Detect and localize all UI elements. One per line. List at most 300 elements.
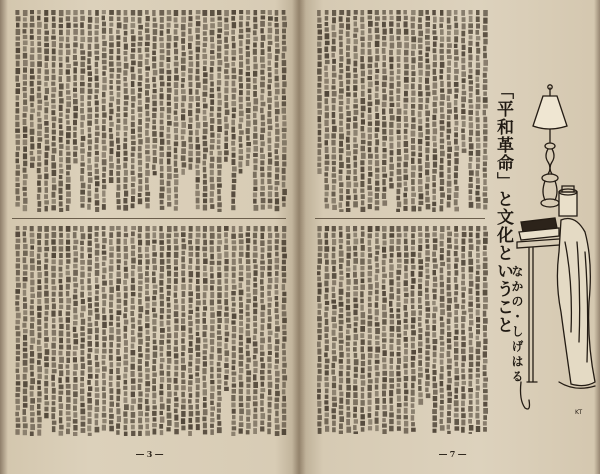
text-glyph-mark	[217, 126, 222, 132]
text-glyph-mark	[382, 326, 386, 331]
text-glyph-mark	[44, 362, 49, 367]
text-glyph-mark	[455, 186, 459, 191]
text-glyph-mark	[73, 346, 78, 350]
text-glyph-mark	[66, 177, 71, 183]
text-glyph-mark	[339, 378, 343, 384]
text-glyph-mark	[268, 79, 272, 83]
text-glyph-mark	[73, 62, 78, 66]
text-glyph-mark	[95, 369, 100, 373]
text-glyph-mark	[116, 362, 121, 366]
text-glyph-mark	[167, 226, 172, 232]
text-glyph-mark	[332, 205, 337, 210]
text-glyph-mark	[383, 55, 387, 61]
text-glyph-mark	[117, 265, 121, 270]
text-glyph-mark	[87, 204, 91, 210]
text-glyph-mark	[87, 380, 91, 385]
text-glyph-mark	[102, 419, 106, 423]
text-glyph-mark	[95, 335, 99, 341]
text-glyph-mark	[109, 10, 114, 15]
text-glyph-mark	[189, 284, 192, 290]
text-glyph-mark	[325, 27, 329, 31]
text-glyph-mark	[52, 41, 56, 47]
text-glyph-mark	[181, 418, 185, 424]
text-glyph-mark	[274, 226, 278, 232]
text-glyph-mark	[44, 76, 49, 81]
text-glyph-mark	[16, 68, 21, 74]
text-glyph-mark	[332, 376, 336, 381]
text-glyph-mark	[282, 369, 286, 374]
text-glyph-mark	[145, 323, 149, 328]
text-glyph-mark	[317, 277, 321, 282]
text-glyph-mark	[375, 28, 379, 33]
text-glyph-mark	[195, 399, 199, 403]
text-glyph-mark	[102, 71, 105, 75]
text-glyph-mark	[476, 104, 481, 109]
text-glyph-mark	[59, 10, 64, 16]
text-glyph-mark	[166, 320, 170, 325]
text-glyph-mark	[116, 30, 120, 34]
text-glyph-mark	[447, 135, 451, 140]
text-glyph-mark	[218, 170, 222, 176]
text-glyph-mark	[138, 353, 142, 357]
text-glyph-mark	[16, 134, 21, 138]
text-glyph-mark	[109, 85, 113, 89]
text-glyph-mark	[52, 232, 57, 238]
text-glyph-mark	[325, 240, 329, 245]
text-glyph-mark	[37, 254, 41, 259]
text-glyph-mark	[145, 59, 149, 65]
text-glyph-mark	[275, 116, 278, 122]
text-glyph-mark	[131, 129, 135, 134]
text-glyph-mark	[109, 68, 114, 72]
text-glyph-mark	[145, 233, 149, 239]
text-glyph-mark	[59, 357, 64, 363]
text-glyph-mark	[181, 399, 185, 404]
text-glyph-mark	[282, 292, 286, 296]
text-glyph-mark	[346, 260, 350, 266]
text-glyph-mark	[354, 431, 359, 434]
text-glyph-mark	[397, 149, 401, 155]
text-glyph-mark	[368, 76, 373, 80]
text-glyph-mark	[246, 273, 251, 279]
text-glyph-mark	[433, 62, 437, 67]
text-glyph-mark	[210, 312, 215, 318]
text-glyph-mark	[440, 241, 444, 247]
text-glyph-mark	[253, 106, 258, 112]
text-glyph-mark	[131, 141, 136, 145]
text-glyph-mark	[138, 411, 143, 416]
text-glyph-mark	[389, 419, 394, 424]
text-glyph-mark	[116, 125, 120, 131]
text-glyph-mark	[37, 143, 41, 149]
text-glyph-mark	[167, 340, 171, 344]
text-glyph-mark	[174, 128, 178, 133]
text-glyph-mark	[153, 138, 158, 143]
text-glyph-mark	[153, 313, 158, 317]
text-glyph-mark	[397, 264, 402, 268]
text-glyph-mark	[160, 146, 164, 151]
text-glyph-mark	[375, 378, 379, 384]
text-glyph-mark	[468, 23, 473, 28]
text-glyph-mark	[426, 275, 430, 279]
text-glyph-mark	[210, 177, 214, 183]
text-glyph-mark	[102, 10, 106, 14]
text-glyph-mark	[332, 53, 335, 58]
text-glyph-mark	[375, 160, 379, 166]
text-glyph-mark	[174, 179, 178, 185]
text-glyph-mark	[51, 279, 55, 284]
text-glyph-mark	[124, 293, 128, 299]
text-glyph-mark	[253, 140, 258, 144]
left-upper-text-block	[10, 8, 288, 212]
text-glyph-mark	[418, 271, 422, 277]
text-glyph-mark	[167, 333, 171, 338]
text-glyph-mark	[239, 226, 243, 232]
text-glyph-mark	[203, 141, 208, 146]
text-glyph-mark	[317, 48, 321, 53]
text-glyph-mark	[16, 362, 20, 367]
text-glyph-mark	[361, 380, 366, 385]
text-glyph-mark	[218, 100, 222, 106]
text-glyph-mark	[59, 24, 63, 28]
text-glyph-mark	[52, 192, 56, 198]
text-glyph-mark	[15, 301, 19, 305]
text-glyph-mark	[390, 43, 395, 49]
text-glyph-mark	[282, 247, 287, 253]
text-glyph-mark	[418, 62, 423, 68]
text-glyph-mark	[397, 396, 401, 402]
text-glyph-mark	[116, 423, 120, 428]
text-glyph-mark	[476, 150, 481, 156]
text-glyph-mark	[81, 136, 86, 141]
text-glyph-mark	[73, 146, 77, 150]
text-glyph-mark	[232, 36, 236, 41]
text-glyph-mark	[181, 232, 186, 237]
text-glyph-mark	[339, 251, 344, 257]
text-glyph-mark	[324, 233, 328, 239]
text-glyph-mark	[268, 138, 272, 144]
text-glyph-mark	[454, 408, 458, 412]
text-glyph-mark	[375, 106, 378, 112]
text-glyph-mark	[59, 201, 63, 206]
text-glyph-mark	[73, 232, 77, 238]
text-glyph-mark	[131, 67, 135, 73]
text-glyph-mark	[80, 226, 84, 232]
text-glyph-mark	[396, 302, 400, 307]
text-glyph-mark	[203, 193, 208, 197]
text-glyph-mark	[45, 206, 48, 212]
text-glyph-mark	[181, 89, 186, 94]
text-glyph-mark	[196, 137, 200, 143]
text-glyph-mark	[167, 115, 171, 120]
text-glyph-mark	[145, 291, 149, 295]
text-glyph-mark	[232, 184, 236, 190]
text-glyph-mark	[224, 273, 228, 278]
text-glyph-mark	[145, 145, 150, 149]
text-glyph-mark	[440, 158, 444, 164]
text-glyph-mark	[167, 351, 172, 357]
text-glyph-mark	[275, 55, 279, 61]
text-glyph-mark	[88, 323, 93, 327]
text-glyph-mark	[181, 405, 186, 410]
text-glyph-mark	[353, 176, 357, 181]
text-glyph-mark	[52, 75, 56, 80]
text-glyph-mark	[411, 145, 415, 150]
text-glyph-mark	[469, 69, 473, 74]
text-glyph-mark	[131, 251, 135, 257]
text-glyph-mark	[433, 238, 438, 243]
text-glyph-mark	[382, 391, 386, 397]
text-glyph-mark	[160, 173, 164, 178]
text-glyph-mark	[282, 81, 286, 87]
text-glyph-mark	[160, 43, 164, 48]
text-glyph-mark	[44, 200, 49, 204]
text-glyph-mark	[361, 174, 365, 180]
text-glyph-mark	[232, 384, 236, 388]
text-glyph-mark	[325, 389, 329, 394]
text-glyph-mark	[339, 69, 343, 73]
text-glyph-mark	[238, 124, 242, 129]
text-glyph-mark	[224, 18, 228, 23]
text-glyph-mark	[210, 198, 214, 203]
text-glyph-mark	[95, 31, 99, 36]
text-glyph-mark	[80, 332, 85, 336]
text-glyph-mark	[210, 56, 215, 60]
text-glyph-mark	[217, 196, 221, 201]
text-glyph-mark	[23, 113, 27, 118]
text-glyph-mark	[181, 169, 185, 175]
text-glyph-mark	[397, 383, 401, 387]
text-glyph-mark	[224, 150, 229, 155]
text-glyph-mark	[59, 124, 63, 129]
text-glyph-mark	[389, 246, 394, 252]
text-glyph-mark	[360, 421, 365, 426]
text-glyph-mark	[447, 404, 451, 409]
text-glyph-mark	[432, 289, 436, 293]
text-glyph-mark	[360, 305, 363, 311]
text-glyph-mark	[375, 322, 380, 326]
text-glyph-mark	[160, 187, 165, 192]
text-glyph-mark	[231, 101, 236, 106]
text-glyph-mark	[66, 30, 70, 36]
text-glyph-mark	[66, 233, 70, 238]
text-glyph-mark	[425, 53, 429, 58]
text-glyph-mark	[461, 109, 465, 114]
text-glyph-mark	[225, 63, 230, 68]
text-glyph-mark	[317, 36, 322, 40]
text-glyph-mark	[404, 141, 409, 147]
text-glyph-mark	[346, 176, 350, 181]
text-glyph-mark	[246, 351, 250, 357]
text-glyph-mark	[332, 350, 336, 354]
text-glyph-mark	[110, 402, 115, 407]
text-glyph-mark	[275, 123, 279, 127]
text-glyph-mark	[468, 368, 472, 372]
text-glyph-mark	[131, 412, 136, 418]
text-glyph-mark	[124, 126, 128, 131]
text-glyph-mark	[203, 430, 207, 435]
text-glyph-mark	[404, 104, 408, 109]
text-glyph-mark	[217, 145, 221, 149]
text-glyph-mark	[224, 95, 228, 101]
text-glyph-mark	[80, 88, 85, 94]
text-glyph-mark	[217, 261, 221, 266]
text-glyph-mark	[52, 350, 56, 355]
text-glyph-mark	[95, 83, 99, 88]
text-glyph-mark	[203, 312, 207, 317]
text-glyph-mark	[389, 57, 393, 63]
text-glyph-mark	[124, 226, 128, 232]
text-glyph-mark	[203, 79, 208, 84]
text-glyph-mark	[145, 399, 149, 404]
text-glyph-mark	[375, 121, 380, 126]
text-glyph-mark	[131, 196, 135, 202]
text-glyph-mark	[483, 311, 487, 317]
text-glyph-mark	[368, 141, 372, 146]
text-glyph-mark	[332, 383, 336, 389]
text-glyph-mark	[425, 294, 429, 300]
text-glyph-mark	[411, 131, 416, 137]
text-glyph-mark	[95, 285, 99, 289]
text-glyph-mark	[282, 357, 286, 362]
text-glyph-mark	[476, 304, 480, 309]
text-glyph-mark	[153, 43, 157, 49]
text-glyph-mark	[462, 91, 467, 95]
text-glyph-mark	[52, 170, 57, 176]
text-glyph-mark	[382, 338, 387, 342]
text-glyph-mark	[418, 379, 421, 385]
text-glyph-mark	[433, 96, 438, 100]
text-glyph-mark	[224, 24, 229, 30]
text-glyph-mark	[182, 10, 186, 15]
text-glyph-mark	[476, 406, 480, 411]
text-glyph-mark	[73, 127, 77, 131]
text-glyph-mark	[16, 55, 21, 60]
text-glyph-mark	[102, 329, 106, 335]
text-glyph-mark	[411, 179, 415, 185]
text-glyph-mark	[23, 23, 28, 28]
text-glyph-mark	[404, 349, 408, 354]
text-glyph-mark	[80, 122, 83, 128]
text-glyph-mark	[203, 356, 207, 360]
text-glyph-mark	[66, 109, 70, 114]
text-glyph-mark	[160, 301, 164, 307]
text-glyph-mark	[74, 258, 78, 263]
text-glyph-mark	[454, 100, 458, 106]
text-glyph-mark	[404, 36, 409, 41]
text-glyph-mark	[462, 299, 466, 303]
text-glyph-mark	[404, 233, 408, 238]
text-glyph-mark	[80, 75, 84, 80]
text-glyph-mark	[44, 247, 49, 251]
text-glyph-mark	[231, 403, 235, 408]
text-glyph-mark	[253, 303, 258, 308]
text-glyph-mark	[167, 345, 171, 350]
text-glyph-mark	[368, 413, 372, 418]
text-glyph-mark	[339, 101, 343, 105]
text-glyph-mark	[411, 240, 415, 245]
text-glyph-mark	[87, 426, 91, 432]
text-glyph-mark	[37, 411, 41, 416]
text-glyph-mark	[30, 95, 35, 101]
text-glyph-mark	[368, 127, 373, 132]
text-glyph-mark	[390, 16, 394, 20]
text-glyph-mark	[73, 321, 78, 325]
text-glyph-mark	[117, 158, 120, 163]
text-glyph-mark	[425, 78, 429, 84]
text-glyph-mark	[476, 83, 480, 88]
text-glyph-mark	[181, 109, 185, 113]
text-glyph-mark	[196, 424, 200, 430]
text-glyph-mark	[102, 380, 106, 385]
text-glyph-mark	[268, 331, 273, 336]
text-glyph-mark	[37, 168, 41, 173]
text-glyph-mark	[418, 111, 422, 117]
text-glyph-mark	[267, 240, 271, 244]
text-glyph-mark	[81, 233, 86, 239]
text-glyph-mark	[354, 353, 358, 358]
text-glyph-mark	[382, 16, 386, 20]
text-glyph-mark	[332, 293, 336, 298]
text-glyph-mark	[440, 360, 444, 365]
text-glyph-mark	[160, 358, 165, 362]
text-glyph-mark	[225, 102, 229, 108]
text-glyph-mark	[382, 102, 387, 107]
text-glyph-mark	[461, 104, 465, 108]
text-glyph-mark	[404, 226, 409, 231]
text-glyph-mark	[275, 271, 279, 276]
text-glyph-mark	[411, 172, 415, 178]
text-glyph-mark	[23, 41, 28, 46]
text-glyph-mark	[52, 426, 56, 432]
text-glyph-mark	[16, 140, 20, 145]
text-glyph-mark	[246, 324, 250, 329]
text-glyph-mark	[15, 10, 19, 15]
text-glyph-mark	[52, 395, 56, 400]
text-glyph-mark	[88, 360, 92, 365]
text-glyph-mark	[37, 131, 42, 136]
text-glyph-mark	[397, 334, 401, 338]
text-glyph-mark	[426, 92, 431, 97]
text-glyph-mark	[261, 413, 266, 419]
text-glyph-mark	[30, 41, 34, 46]
text-glyph-mark	[433, 162, 437, 168]
text-glyph-mark	[397, 233, 402, 237]
text-glyph-mark	[339, 392, 343, 397]
text-glyph-mark	[397, 142, 401, 148]
text-glyph-mark	[404, 259, 408, 264]
text-glyph-mark	[404, 42, 409, 48]
text-glyph-mark	[246, 370, 251, 375]
text-glyph-mark	[332, 155, 337, 160]
text-glyph-mark	[268, 16, 273, 20]
text-glyph-mark	[30, 299, 33, 304]
text-glyph-mark	[88, 17, 92, 23]
text-glyph-mark	[353, 385, 357, 391]
text-glyph-mark	[16, 381, 20, 385]
text-glyph-mark	[225, 285, 229, 291]
text-glyph-mark	[476, 185, 480, 189]
text-glyph-mark	[88, 10, 91, 15]
text-glyph-mark	[145, 66, 150, 70]
text-glyph-mark	[153, 405, 157, 409]
text-glyph-mark	[361, 320, 366, 325]
text-glyph-mark	[354, 22, 357, 27]
text-glyph-mark	[95, 114, 99, 118]
text-glyph-mark	[325, 395, 329, 399]
text-glyph-mark	[469, 170, 474, 175]
text-glyph-mark	[332, 119, 336, 124]
